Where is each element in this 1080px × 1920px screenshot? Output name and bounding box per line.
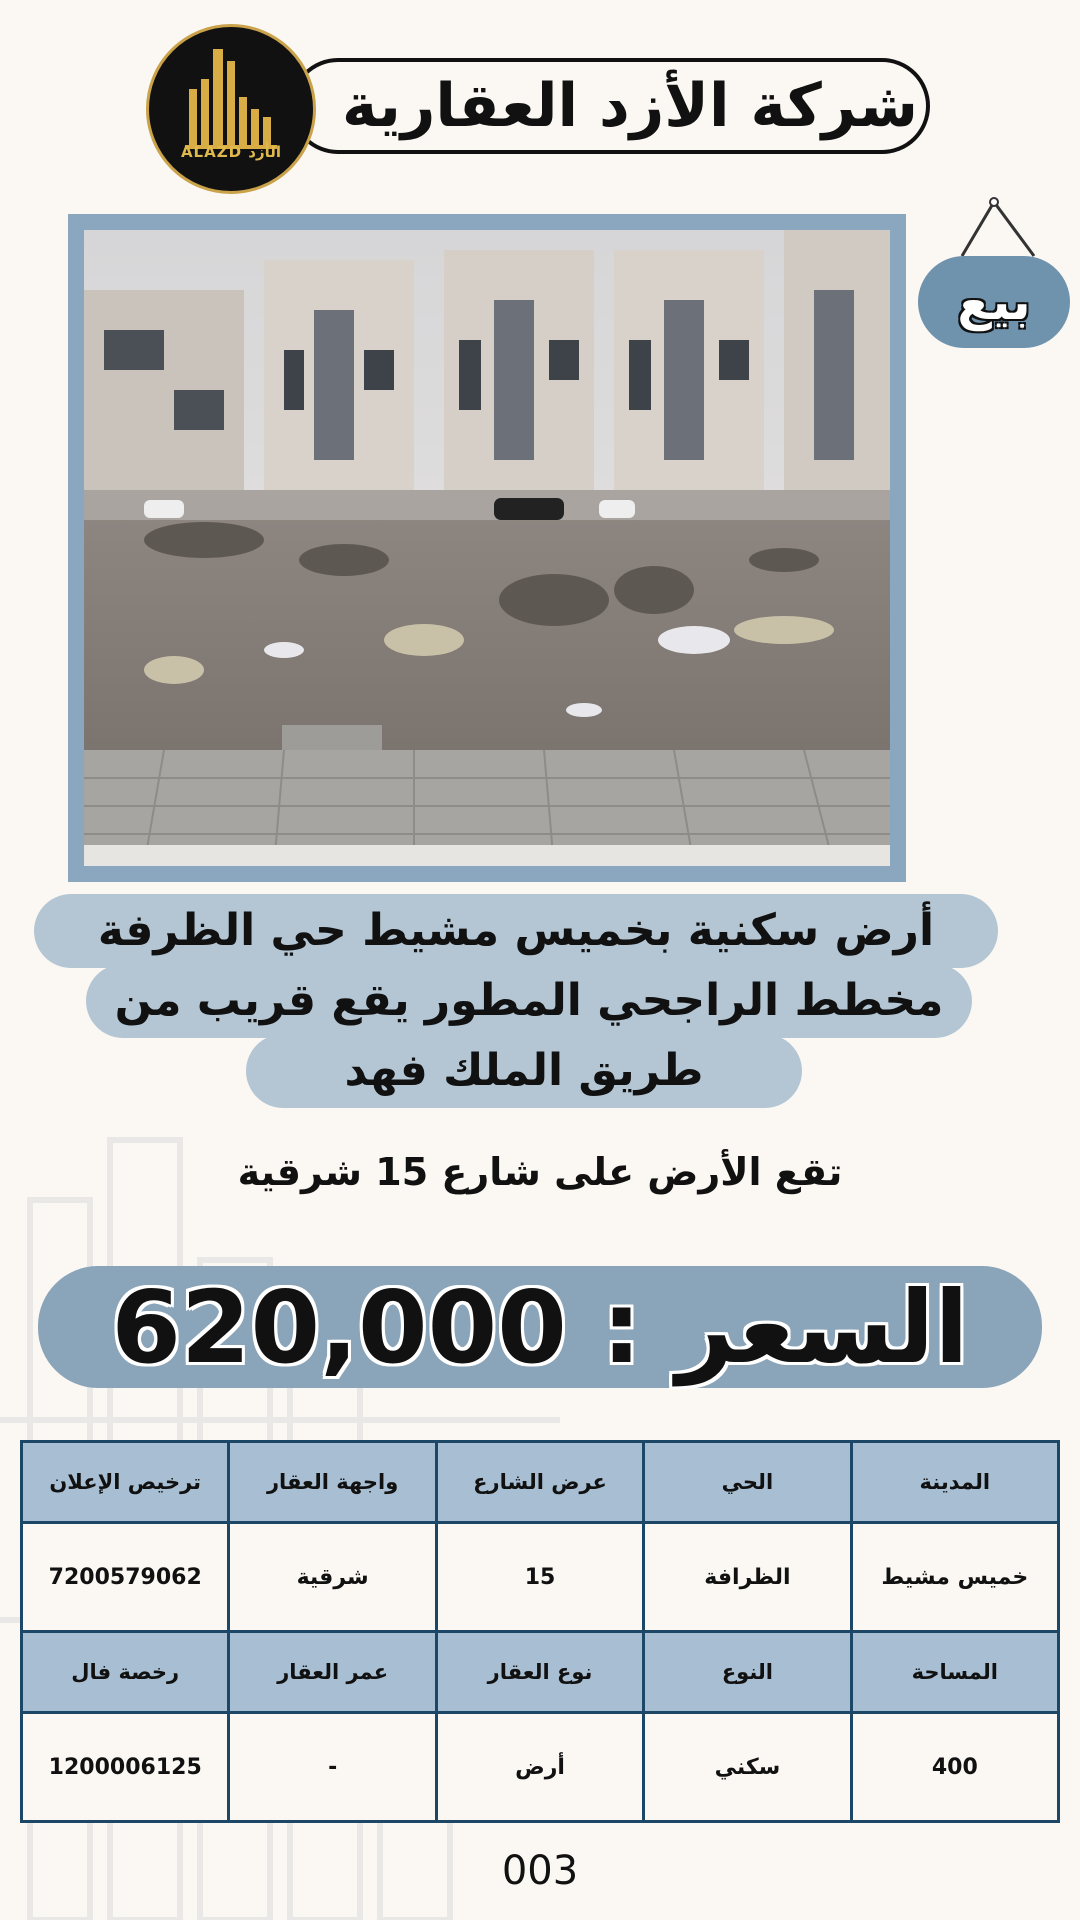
sale-label: بيع <box>957 273 1031 331</box>
table-header-row <box>22 1632 1059 1713</box>
page-number: 003 <box>501 1848 579 1894</box>
header-property-type: نوع العقار <box>436 1632 643 1713</box>
company-name-banner <box>290 58 930 154</box>
header-type: النوع <box>644 1632 851 1713</box>
header-frontage: واجهة العقار <box>229 1442 436 1523</box>
value-street-width: 15 <box>436 1523 643 1632</box>
table-row <box>22 1713 1059 1822</box>
header-property-age: عمر العقار <box>229 1632 436 1713</box>
property-photo <box>84 230 890 866</box>
value-property-type: أرض <box>436 1713 643 1822</box>
land-and-villas-illustration <box>84 230 890 866</box>
header-district: الحي <box>644 1442 851 1523</box>
street-note: تقع الأرض على شارع 15 شرقية <box>237 1150 843 1194</box>
header-fal-license: رخصة فال <box>22 1632 229 1713</box>
logo-text: ALAZD الأزد <box>180 143 282 161</box>
tag-hanger-icon <box>958 196 1038 258</box>
company-logo <box>146 24 316 194</box>
sale-tag <box>918 256 1070 348</box>
property-photo-frame <box>68 214 906 882</box>
value-property-age: - <box>229 1713 436 1822</box>
price <box>111 1269 968 1386</box>
value-ad-license: 7200579062 <box>22 1523 229 1632</box>
value-district: الظرافة <box>644 1523 851 1632</box>
property-details-table <box>20 1440 1060 1823</box>
value-fal-license: 1200006125 <box>22 1713 229 1822</box>
header-street-width: عرض الشارع <box>436 1442 643 1523</box>
table-header-row <box>22 1442 1059 1523</box>
header-area: المساحة <box>851 1632 1058 1713</box>
building-logo-icon <box>149 27 313 191</box>
listing-title-line-1: أرض سكنية بخميس مشيط حي الظرفة <box>34 894 998 968</box>
value-type: سكني <box>644 1713 851 1822</box>
price-value: 620,000 <box>111 1268 567 1386</box>
value-frontage: شرقية <box>229 1523 436 1632</box>
listing-title-line-2: مخطط الراجحي المطور يقع قريب من <box>86 964 972 1038</box>
company-name: شركة الأزد العقارية <box>341 71 919 141</box>
header-city: المدينة <box>851 1442 1058 1523</box>
listing-title-line-3: طريق الملك فهد <box>246 1034 802 1108</box>
value-area: 400 <box>851 1713 1058 1822</box>
value-city: خميس مشيط <box>851 1523 1058 1632</box>
table-row <box>22 1523 1059 1632</box>
price-banner <box>38 1266 1042 1388</box>
header-ad-license: ترخيص الإعلان <box>22 1442 229 1523</box>
price-label: السعر : <box>601 1268 969 1386</box>
